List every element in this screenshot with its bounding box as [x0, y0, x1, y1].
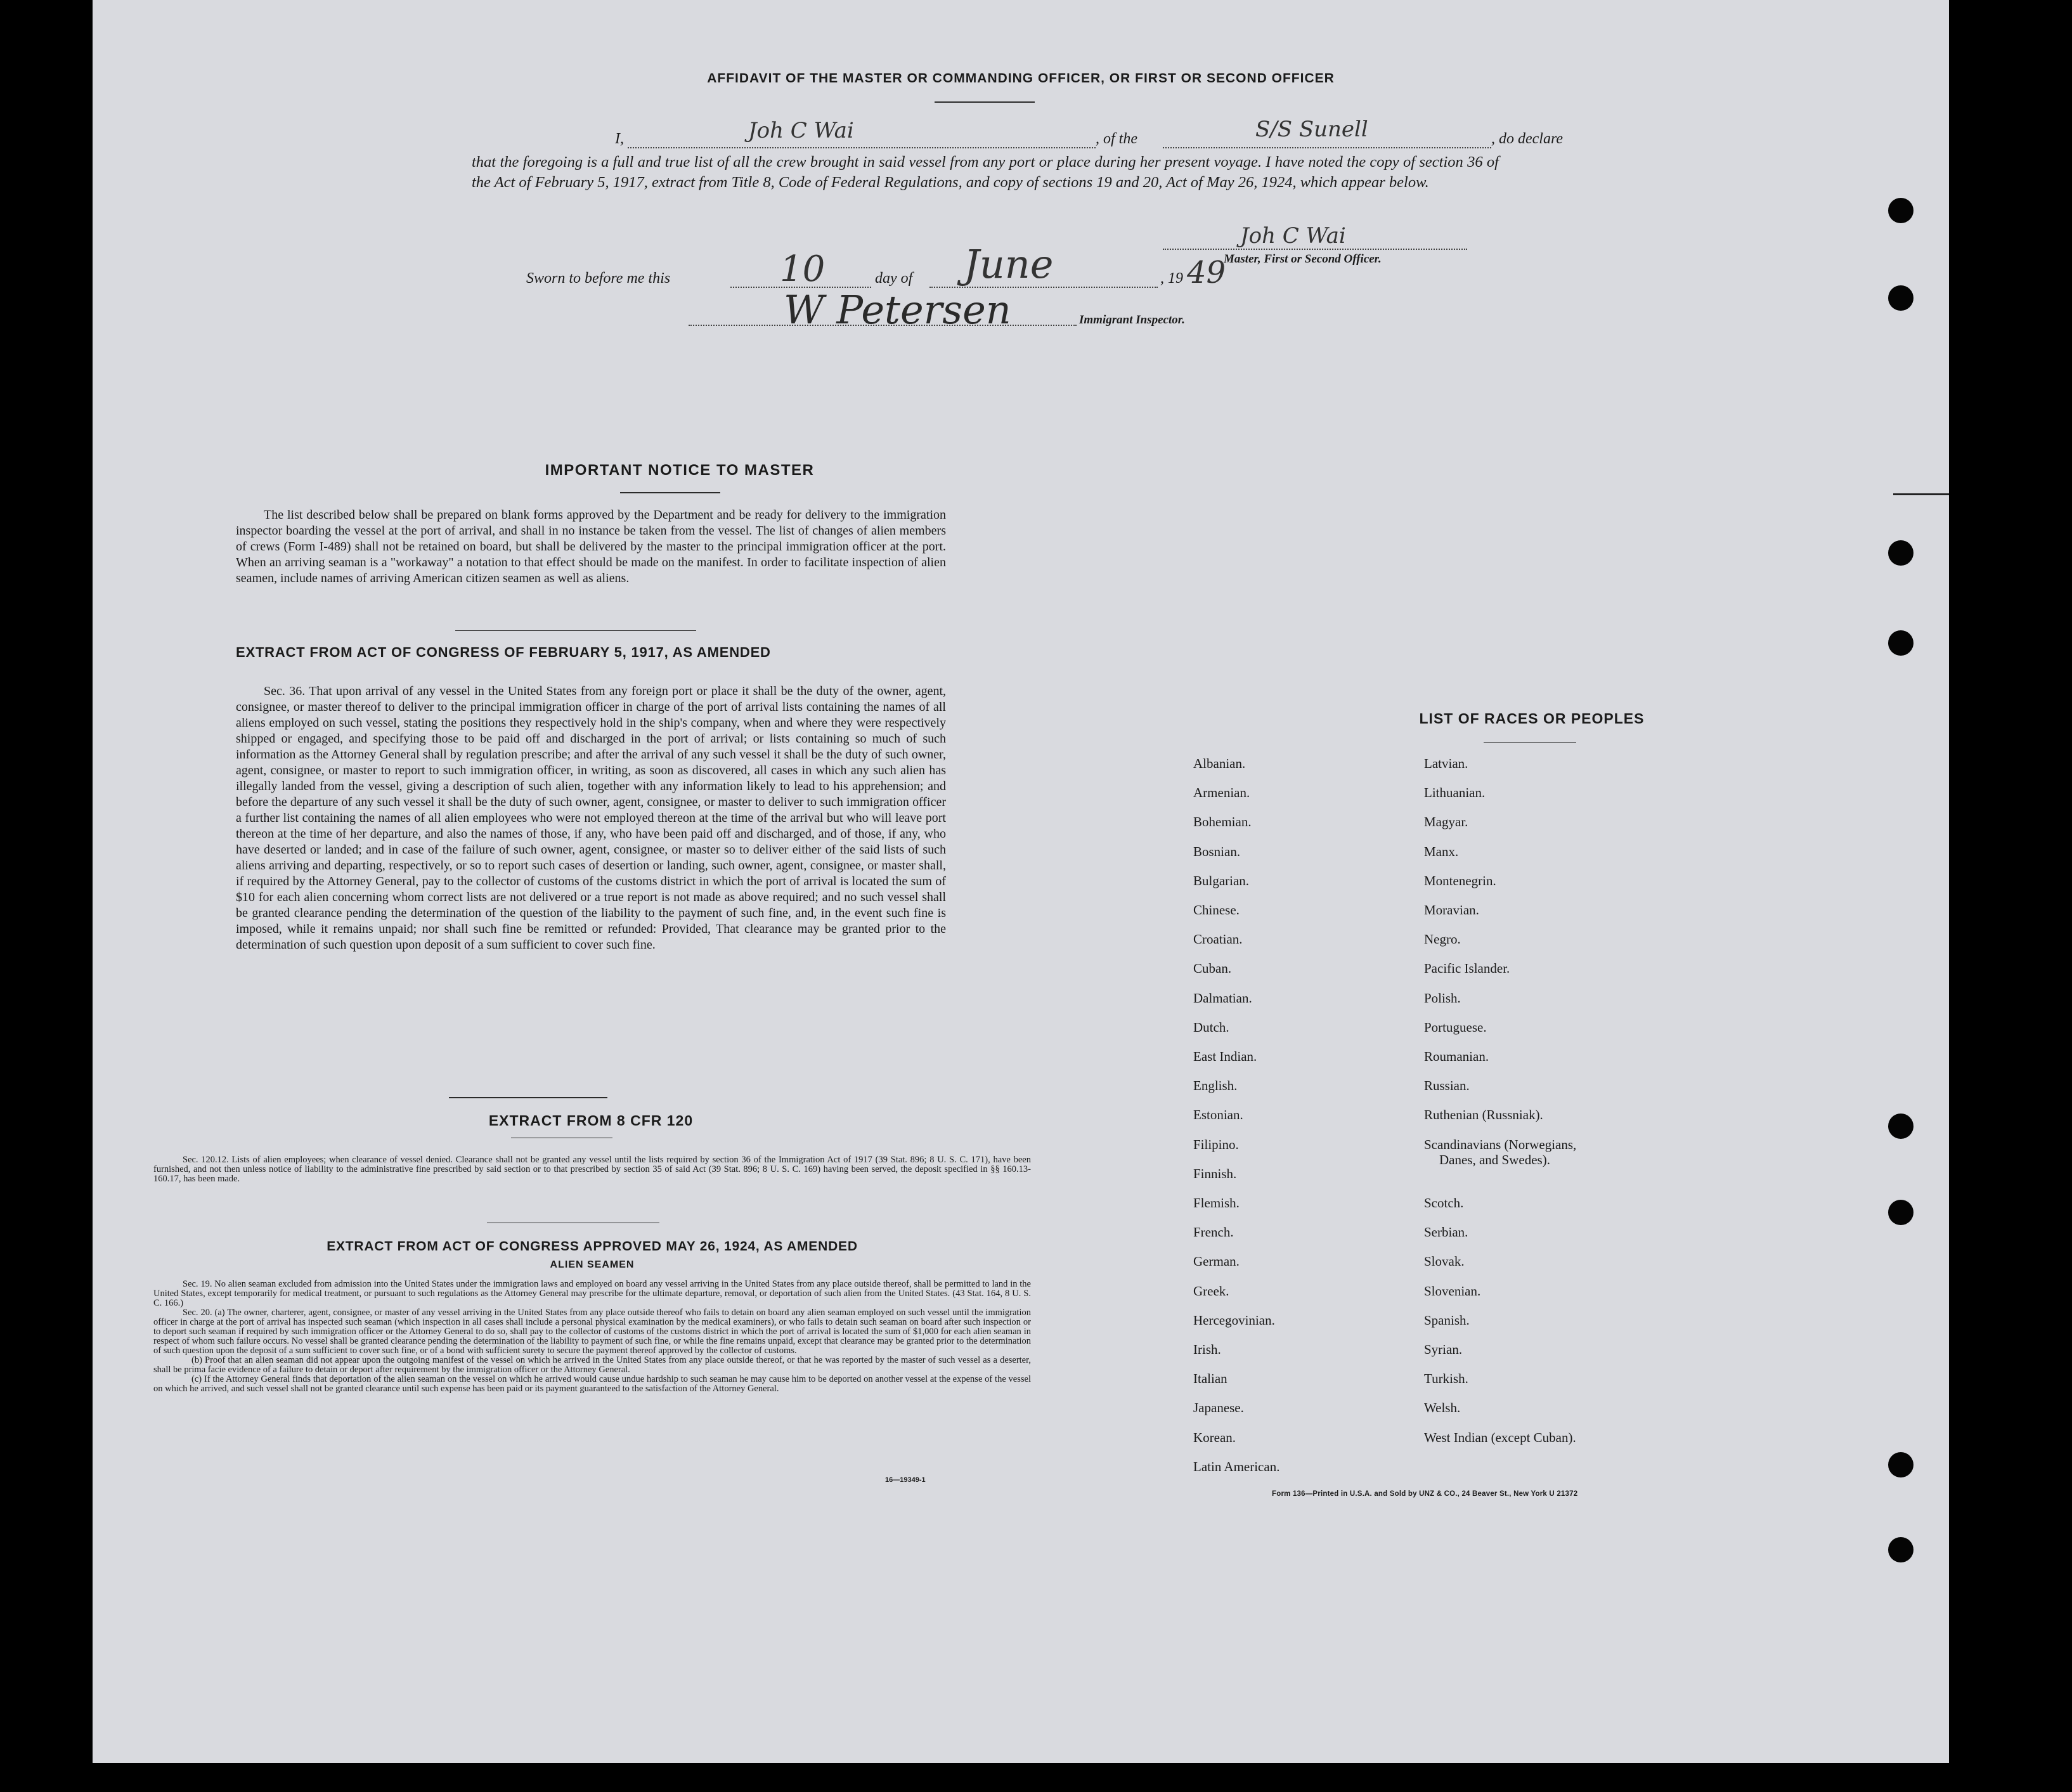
extract-1917-title: EXTRACT FROM ACT OF CONGRESS OF FEBRUARY 5, 1917, AS AMENDED	[236, 644, 771, 660]
binder-hole	[1888, 198, 1913, 223]
title-underline	[935, 101, 1035, 103]
sec20b-text: (b) Proof that an alien seaman did not appear upon the outgoing manifest of the vessel on which he arrived in the United States from any place outside thereof, or that he was reported by the master of such vessel as a deserter, shall be prima facie evidence of a failure to detain or deport after requirement by the immigration officer or the Attorney General.	[153, 1355, 1031, 1375]
notice-divider	[455, 630, 696, 631]
race-item: Bohemian.	[1193, 814, 1252, 830]
race-item: Portuguese.	[1424, 1019, 1487, 1035]
extract-1924-subtitle: ALIEN SEAMEN	[550, 1259, 635, 1270]
binder-hole	[1888, 1452, 1913, 1477]
inspector-label: Immigrant Inspector.	[1079, 313, 1185, 327]
declaration-line	[526, 117, 1591, 151]
race-item: Chinese.	[1193, 902, 1240, 918]
race-item: Syrian.	[1424, 1342, 1463, 1357]
document-page	[93, 0, 1949, 1763]
race-item: Filipino.	[1193, 1136, 1239, 1152]
do-declare-label: , do declare	[1491, 131, 1564, 147]
i-label: I,	[615, 131, 624, 147]
signer-handwriting: Joh C Wai	[748, 118, 854, 143]
race-item: Greek.	[1193, 1283, 1229, 1299]
race-item: Bosnian.	[1193, 843, 1241, 859]
extract-1924-code: 16—19349-1	[885, 1476, 926, 1484]
binder-hole	[1888, 1114, 1913, 1139]
master-label: Master, First or Second Officer.	[1224, 252, 1382, 266]
cfr-title: EXTRACT FROM 8 CFR 120	[488, 1112, 694, 1129]
race-item: Serbian.	[1424, 1224, 1468, 1240]
race-item: Scandinavians (Norwegians,	[1424, 1136, 1577, 1152]
race-item: Ruthenian (Russniak).	[1424, 1107, 1543, 1123]
declaration-text: that the foregoing is a full and true list of all the crew brought in said vessel from any port or place during her present voyage. I have noted the copy of section 36 of the Act of February 5, 1917, extract from Title 8, Code of Federal Regulations, and copy of sections 19 and 20, Act of May 26, 1924, which appear below.	[472, 153, 1499, 191]
race-item: Negro.	[1424, 932, 1461, 947]
race-item: Spanish.	[1424, 1312, 1470, 1328]
race-item: Scotch.	[1424, 1195, 1464, 1211]
race-item: Dalmatian.	[1193, 990, 1252, 1006]
races-title: LIST OF RACES OR PEOPLES	[1419, 710, 1645, 727]
race-item: Flemish.	[1193, 1195, 1240, 1211]
day-handwriting: 10	[780, 249, 826, 290]
race-item: Manx.	[1424, 843, 1459, 859]
race-item: Estonian.	[1193, 1107, 1243, 1123]
race-item: West Indian (except Cuban).	[1424, 1429, 1576, 1445]
extract-1924-body	[153, 1280, 1031, 1394]
of-the-label: , of the	[1096, 131, 1137, 147]
race-item: Korean.	[1193, 1429, 1236, 1445]
race-item: French.	[1193, 1224, 1234, 1240]
binder-hole	[1888, 540, 1913, 566]
race-item: Hercegovinian.	[1193, 1312, 1275, 1328]
race-item: Roumanian.	[1424, 1049, 1489, 1064]
race-item: Finnish.	[1193, 1165, 1237, 1181]
race-item: Polish.	[1424, 990, 1461, 1006]
race-item: Moravian.	[1424, 902, 1479, 918]
master-signature: Joh C Wai	[1240, 223, 1346, 249]
race-item: Albanian.	[1193, 756, 1246, 771]
race-item: Bulgarian.	[1193, 873, 1250, 888]
notice-title: IMPORTANT NOTICE TO MASTER	[545, 462, 815, 479]
binder-hole	[1888, 285, 1913, 311]
race-item: Slovenian.	[1424, 1283, 1481, 1299]
race-item: English.	[1193, 1078, 1238, 1094]
race-item: Lithuanian.	[1424, 785, 1486, 801]
vessel-handwriting: S/S Sunell	[1255, 117, 1368, 142]
day-of-label: day of	[875, 270, 913, 287]
race-item: Cuban.	[1193, 961, 1232, 977]
race-item: Latvian.	[1424, 756, 1468, 771]
race-item: Latin American.	[1193, 1458, 1280, 1474]
year-prefix: , 19	[1160, 270, 1183, 287]
sec20a-text: Sec. 20. (a) The owner, charterer, agent, consignee, or master of any vessel arriving in the United States from any place outside thereof who fails to detain on board any alien seaman employed on such vessel until the immigration officer in charge at the port of arrival has inspected such seaman (which inspection in all cases shall include a personal physical examination by the medical examiners), or who fails to detain such seaman on board after such inspection or to deport such seaman if required by such immigration officer or the Attorney General to do so, shall pay to the collector of customs of the customs district in which the port of arrival is located the sum of $1,000 for each alien seaman in respect of whom such failure occurs. No vessel shall be granted clearance pending the determination of the liability to payment of such fine, or while the fine remains unpaid, except that clearance may be granted prior to the determination of such question upon the deposit of a sum sufficient to cover such fine, or of a bond with sufficient surety to secure the payment thereof approved by the collector of customs.	[153, 1308, 1031, 1356]
notice-text: The list described below shall be prepared on blank forms approved by the Department and be ready for delivery to the immigration inspector boarding the vessel at the port of arrival, and shall in no instance be taken from the vessel. The list of changes of alien members of crews (Form I-489) shall not be retained on board, but shall be delivered by the master to the principal immigration officer at the port. When an arriving seaman is a "workaway" a notation to that effect should be made on the manifest. In order to facilitate inspection of alien seamen, include names of arriving American citizen seamen as well as aliens.	[236, 508, 946, 585]
race-item: Irish.	[1193, 1342, 1221, 1357]
notice-underline	[620, 492, 720, 493]
sec19-text: Sec. 19. No alien seaman excluded from admission into the United States under the immigration laws and employed on board any vessel arriving in the United States from any place outside thereof, shall be permitted to land in the United States, except temporarily for medical treatment, or pursuant to such regulations as the Attorney General may prescribe for the ultimate departure, removal, or deportation of such alien from the United States. (43 Stat. 164, 8 U. S. C. 166.)	[153, 1279, 1031, 1308]
race-item: Armenian.	[1193, 785, 1250, 801]
binder-hole	[1888, 1537, 1913, 1562]
vessel-field	[1163, 147, 1491, 148]
race-item: Japanese.	[1193, 1400, 1244, 1416]
extract-1924-title: EXTRACT FROM ACT OF CONGRESS APPROVED MAY 26, 1924, AS AMENDED	[327, 1239, 858, 1254]
year-handwriting: 49	[1187, 255, 1226, 290]
race-item: Pacific Islander.	[1424, 961, 1510, 977]
sworn-label: Sworn to before me this	[526, 270, 671, 287]
form-footer: Form 136—Printed in U.S.A. and Sold by UNZ & CO., 24 Beaver St., New York U 21372	[1272, 1490, 1578, 1498]
binder-hole	[1888, 630, 1913, 656]
signer-field	[628, 147, 1096, 148]
race-item: Montenegrin.	[1424, 873, 1496, 888]
race-item: Russian.	[1424, 1078, 1470, 1094]
race-item: Turkish.	[1424, 1371, 1468, 1387]
inspector-signature: W Petersen	[784, 287, 1011, 333]
extract-1917-text: Sec. 36. That upon arrival of any vessel in the United States from any foreign port or place it shall be the duty of the owner, agent, consignee, or master thereof to deliver to the principal immigration officer in charge of the port of arrival lists containing the names of all aliens employed on such vessel, stating the positions they respectively hold in the ship's company, when and where they were respectively shipped or engaged, and specifying those to be paid off and discharged in the port of arrival; or lists containing so much of such information as the Attorney General shall by regulation prescribe; and after the arrival of any such vessel it shall be the duty of such owner, agent, consignee, or master to report to such immigration officer, in writing, as soon as discovered, all cases in which any such alien has illegally landed from the vessel, giving a description of such alien, together with any information likely to lead to his apprehension; and before the departure of any such vessel it shall be the duty of such owner, agent, consignee, or master to deliver to such immigration officer a further list containing the names of all alien employees who were not employed thereon at the time of the arrival but who will leave port thereon at the time of her departure, and also the names of those, if any, who have been paid off and discharged, and of those, if any, who have deserted or landed; and in case of the failure of such owner, agent, consignee, or master so to deliver either of the said lists of such aliens arriving and departing, respectively, or so to report such cases of desertion or landing, such owner, agent, consignee, or master shall, if required by the Attorney General, pay to the collector of customs of the customs district in which the port of arrival is located the sum of $10 for each alien concerning whom correct lists are not delivered or a true report is not made as above required; and no such vessel shall be granted clearance pending the determination of the question of the liability to the payment of such fine, and, in the event such fine is imposed, while it remains unpaid; nor shall such fine be remitted or refunded: Provided, That clearance may be granted prior to the determination of such question upon deposit of a sum sufficient to cover such fine.	[236, 684, 946, 952]
cfr-text: Sec. 120.12. Lists of alien employees; when clearance of vessel denied. Clearance shall not be granted any vessel until the lists required by section 36 of the Immigration Act of 1917 (39 Stat. 896; 8 U. S. C. 171), have been furnished, and not then unless notice of liability to the administrative fine prescribed by said section or to that prescribed by section 35 of said Act (39 Stat. 896; 8 U. S. C. 169) having been served, the deposit specified in §§ 160.13-160.17, has been made.	[153, 1155, 1031, 1184]
month-handwriting: June	[964, 241, 1054, 287]
affidavit-title: AFFIDAVIT OF THE MASTER OR COMMANDING OFFICER, OR FIRST OR SECOND OFFICER	[707, 71, 1335, 86]
extract-1917-divider	[449, 1097, 607, 1098]
master-signature-line	[1163, 249, 1467, 250]
race-item: East Indian.	[1193, 1049, 1257, 1064]
race-item: Danes, and Swedes).	[1439, 1152, 1550, 1167]
race-item: Croatian.	[1193, 932, 1243, 947]
race-item: Slovak.	[1424, 1254, 1465, 1269]
binder-hole	[1888, 1200, 1913, 1225]
race-item: Italian	[1193, 1371, 1227, 1387]
race-item: German.	[1193, 1254, 1240, 1269]
race-item: Magyar.	[1424, 814, 1468, 830]
races-underline	[1484, 742, 1576, 743]
race-item: Welsh.	[1424, 1400, 1461, 1416]
margin-mark	[1893, 493, 1949, 495]
sec20c-text: (c) If the Attorney General finds that deportation of the alien seaman on the vessel on which he arrived would cause undue hardship to such seaman he may cause him to be deported on another vessel at the expense of the vessel on which he arrived, and such vessel shall not be granted clearance until such expense has been paid or its payment guaranteed to the satisfaction of the Attorney General.	[153, 1374, 1031, 1394]
race-item: Dutch.	[1193, 1019, 1229, 1035]
